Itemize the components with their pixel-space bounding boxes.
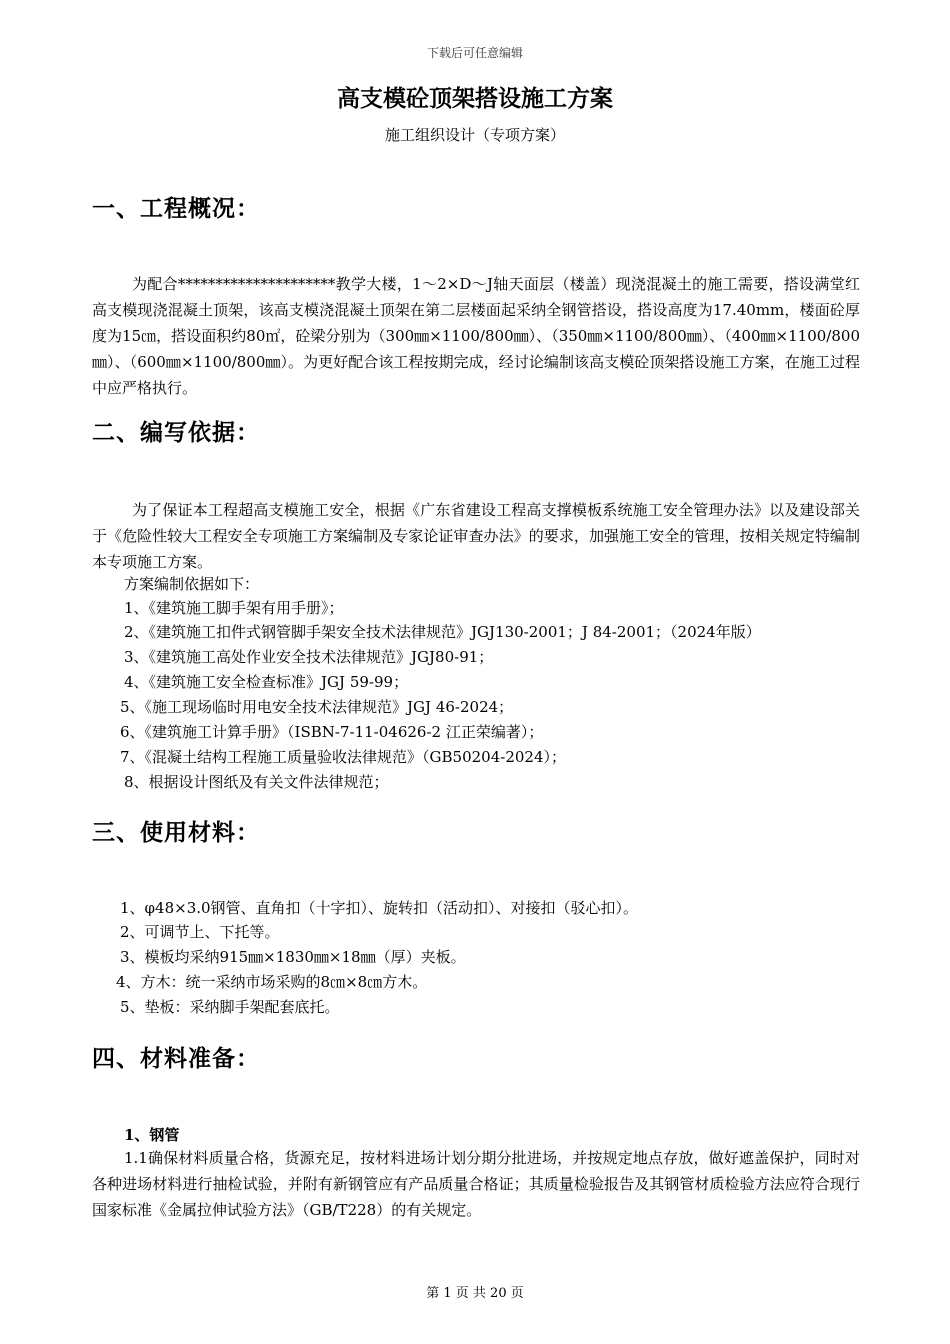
- subheading-steel-pipe: 1、钢管: [124, 1126, 180, 1144]
- overview-paragraph: 为配合*********************教学大楼，1～2×D～J轴天面层（楼盖）现浇混凝土的施工需要，搭设满堂红高支模现浇混凝土顶架，该高支模浇混凝土顶架在第二层楼面起采纳全钢管搭设，搭设高度为17.40mm，楼面砼厚度为15㎝，搭设面积约80㎡，砼梁分别为（300㎜×1100/800㎜）、（350㎜×1100/800㎜）、（400㎜×1100/800㎜）、（600㎜×1100/800㎜）。为更好配合该工程按期完成，经讨论编制该高支模砼顶架搭设施工方案，在施工过程中应严格执行。: [92, 275, 860, 397]
- material-item: 3、模板均采纳915㎜×1830㎜×18㎜（厚）夹板。: [120, 948, 466, 966]
- basis-list-intro: 方案编制依据如下：: [124, 575, 260, 593]
- section-heading-materials: 三、使用材料：: [92, 820, 260, 846]
- section-heading-preparation: 四、材料准备：: [92, 1046, 260, 1072]
- page-footer: 第 1 页 共 20 页: [426, 1286, 524, 1301]
- basis-item: 5、《施工现场临时用电安全技术法律规范》JGJ 46-2024；: [120, 698, 514, 716]
- basis-item: 6、《建筑施工计算手册》（ISBN-7-11-04626-2 江正荣编著）；: [120, 723, 544, 741]
- basis-item: 7、《混凝土结构工程施工质量验收法律规范》（GB50204-2024）；: [120, 748, 567, 766]
- basis-paragraph: 为了保证本工程超高支模施工安全，根据《广东省建设工程高支撑模板系统施工安全管理办法》以及建设部关于《危险性较大工程安全专项施工方案编制及专家论证审查办法》的要求，加强施工安全的管理，按相关规定特编制本专项施工方案。: [92, 501, 860, 571]
- material-item: 5、垫板：采纳脚手架配套底托。: [120, 998, 340, 1016]
- basis-item: 1、《建筑施工脚手架有用手册》；: [124, 599, 344, 617]
- basis-item: 3、《建筑施工高处作业安全技术法律规范》JGJ80-91；: [124, 648, 494, 666]
- basis-item: 8、根据设计图纸及有关文件法律规范；: [124, 773, 389, 791]
- section-heading-basis: 二、编写依据：: [92, 420, 260, 446]
- document-title: 高支模砼顶架搭设施工方案: [337, 86, 613, 112]
- material-item: 1、φ48×3.0钢管、直角扣（十字扣）、旋转扣（活动扣）、对接扣（驳心扣）。: [120, 899, 639, 917]
- document-subtitle: 施工组织设计（专项方案）: [384, 126, 565, 144]
- header-note: 下载后可任意编辑: [426, 46, 523, 60]
- material-item: 2、可调节上、下托等。: [120, 923, 280, 941]
- steel-pipe-paragraph: 1.1确保材料质量合格，货源充足，按材料进场计划分期分批进场，并按规定地点存放，做好遮盖保护，同时对各种进场材料进行抽检试验，并附有新钢管应有产品质量合格证；其质量检验报告及其钢管材质检验方法应符合现行国家标准《金属拉伸试验方法》（GB/T228）的有关规定。: [92, 1149, 860, 1219]
- material-item: 4、方木：统一采纳市场采购的8㎝×8㎝方木。: [116, 973, 428, 991]
- section-heading-overview: 一、工程概况：: [92, 196, 260, 222]
- basis-item: 4、《建筑施工安全检查标准》JGJ 59-99；: [124, 673, 409, 691]
- basis-item: 2、《建筑施工扣件式钢管脚手架安全技术法律规范》JGJ130-2001；J 84-2001；（2024年版）: [124, 623, 761, 641]
